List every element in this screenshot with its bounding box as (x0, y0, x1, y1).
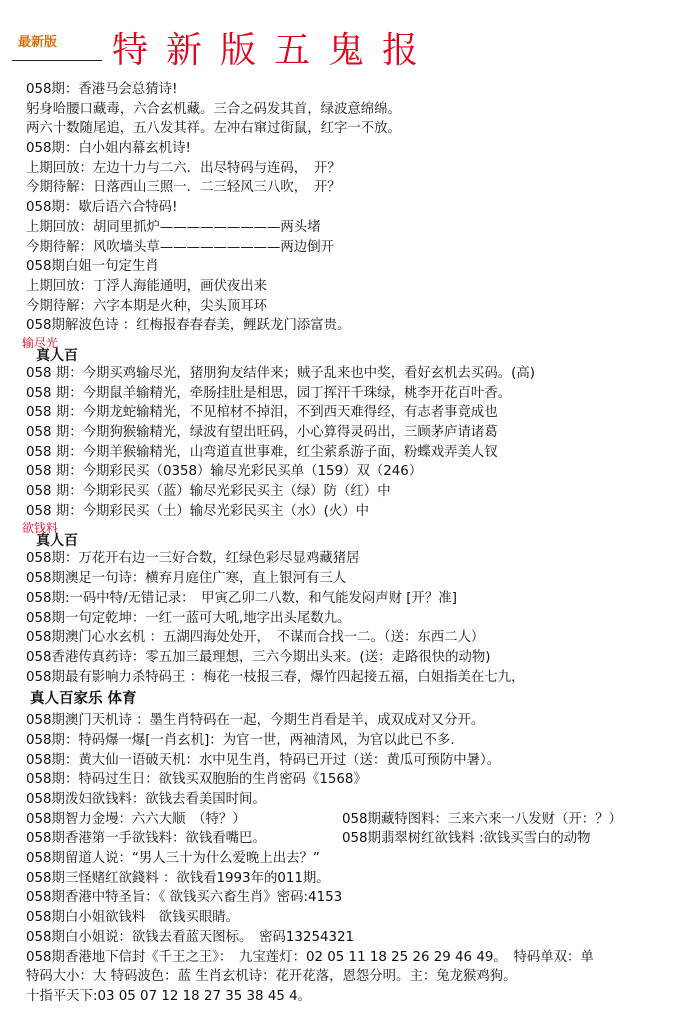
section-heading: 真人百 (36, 533, 78, 550)
text-line: 058期解波色诗 ：红梅报春春春美，鲤跃龙门添富贵。 (26, 318, 351, 334)
text-line: 058期留道人说：“男人三十为什么爱晚上出去？” (26, 851, 320, 867)
text-line: 058 期：今期彩民买（土）输尽光彩民买主（水）(火）中 (26, 503, 370, 519)
text-line: 今期待解：六字本期是火种，尖头顶耳环 (26, 298, 268, 314)
text-line: 058期：特码过生日：欲钱买双胞胎的生肖密码《1568》 (26, 772, 367, 788)
content-lines (22, 80, 676, 1007)
text-line: 058期白小姐欲钱料 欲钱买眼睛。 (26, 910, 240, 926)
text-line: 上期回放：丁浮人海能通明，画伏夜出来 (26, 278, 268, 294)
text-line: 躬身哈腰口藏毒，六合玄机藏。三合之码发其首，绿波意绵绵。 (26, 101, 401, 117)
page-title: 特新版五鬼报 (112, 30, 437, 71)
text-line: 058 期：今期彩民买（蓝）输尽光彩民买主（绿）防（红）中 (26, 484, 391, 500)
section-tag: 欲钱料 (22, 521, 59, 536)
text-line: 058期澳足一句诗：横弃月庭住广寒，直上银河有三人 (26, 571, 347, 587)
text-line: 058期澳门心水玄机 ：五湖四海处处开， 不谋而合找一二。（送：东西二人） (26, 630, 485, 646)
text-line: 058期泼妇欲钱料：欲钱去看美国时间。 (26, 792, 266, 807)
text-line: 特码大小：大 特码波色：蓝 生肖玄机诗：花开花落，恩怨分明。主：兔龙猴鸡狗。 (26, 969, 517, 985)
text-line: 058期最有影响力杀特码王 ：梅花一枝报三春，爆竹四起接五福，白姐指美在七九， (26, 669, 525, 685)
text-line: 今期待解：日落西山三照一．二三轻风三八吹， 开？ (26, 180, 341, 196)
text-line: 今期待解：风吹墙头草—————————两边倒开 (26, 239, 334, 255)
text-line-column: 058期翡翠树红欲钱料 :欲钱买雪白的动物 (342, 831, 591, 847)
text-line: 058期：万花开右边一三好合数，红绿色彩尽显鸡藏猪居 (26, 551, 360, 567)
section-heading: 真人百 (36, 347, 78, 364)
text-line-column: 058期智力金墁：六六大顺 （特？） (26, 811, 246, 827)
text-line: 上期回放：胡同里抓炉—————————两头堵 (26, 219, 321, 235)
text-line-column: 058期藏特图料：三来六来一八发财（开：？） (342, 811, 622, 827)
text-line: 058期:一码中特/无错记录： 甲寅乙卯二八数，和气能发闷声财 [开？准] (26, 590, 457, 606)
text-line: 058 期：今期龙蛇输精光，不见棺材不掉泪，不到西天难得经，有志者事竟成也 (26, 405, 498, 421)
text-line: 058 期：今期鼠羊输精光，牵肠挂肚是相思，园丁挥汗千珠绿，桃李开花百叶香。 (26, 385, 512, 401)
section-tag: 输尽光 (22, 335, 59, 350)
text-line: 058期：白小姐内幕玄机诗! (26, 141, 191, 157)
text-line: 上期回放：左边十力与二六．出尽特码与连码， 开？ (26, 160, 341, 176)
text-line: 058 期：今期彩民买（0358）输尽光彩民买单（159）双（246） (26, 464, 423, 480)
two-column-line (26, 829, 676, 849)
text-line: 058期香港中特圣旨：《 欲钱买六畜生肖》密码:4153 (26, 890, 343, 906)
text-line: 058期：香港马会总猜诗! (26, 82, 178, 97)
text-line: 058 期：今期羊猴输精光，山弯道直世事难，红尘萦系游子面，粉蝶戏弄美人钗 (26, 444, 498, 460)
text-line: 058期澳门天机诗 ：墨生肖特码在一起，今期生肖看是羊，成双成对又分开。 (26, 713, 485, 729)
header (0, 0, 681, 78)
text-line: 两六十数随尾追，五八发其祥。左冲右窜过街鼠，红字一不放。 (26, 121, 401, 137)
text-line: 058 期：今期狗猴输精光，绿波有望出旺码，小心算得灵码出，三顾茅庐请诸葛 (26, 425, 498, 440)
text-line: 058期：黄大仙一语破天机：水中见生肖，特码已开过（送：黄瓜可预防中暑）。 (26, 752, 501, 768)
text-line: 058香港传真药诗：零五加三最理想，三六今期出头来。(送：走路很快的动物) (26, 649, 491, 665)
text-line-column: 058期香港第一手欲钱料：欲钱看嘴巴。 (26, 831, 266, 847)
text-line: 058 期：今期买鸡输尽光，猪朋狗友结伴来；贼子乱来也中奖，看好玄机去买码。(高) (26, 365, 535, 381)
version-badge: 最新版 (18, 35, 58, 50)
section-header (22, 521, 676, 550)
two-column-line (26, 810, 676, 830)
text-line: 058期一句定乾坤：一红一蓝可大吼,地字出头尾数九。 (26, 610, 351, 626)
text-line: 058期：特码爆一爆[一肖玄机]：为官一世，两袖清风，为官以此已不多. (26, 732, 455, 748)
text-line: 058期白姐一句定生肖 (26, 259, 159, 275)
badge-underline (12, 60, 102, 61)
text-line: 058期三怪赌红欲錢料 ：欲钱看1993年的011期。 (26, 870, 330, 886)
text-line: 十指平天下:03 05 07 12 18 27 35 38 45 4。 (26, 988, 312, 1004)
text-line: 058期白小姐说：欲钱去看蓝天图标。 密码13254321 (26, 929, 355, 945)
banner-line: 真人百家乐 体育 (30, 690, 137, 708)
section-header (22, 335, 676, 364)
text-line: 058期：歇后语六合特码! (26, 200, 178, 216)
text-line: 058期香港地下信封《千王之王》： 九宝莲灯：02 05 11 18 25 26 29 46 49。 特码单双：单 (26, 949, 594, 965)
